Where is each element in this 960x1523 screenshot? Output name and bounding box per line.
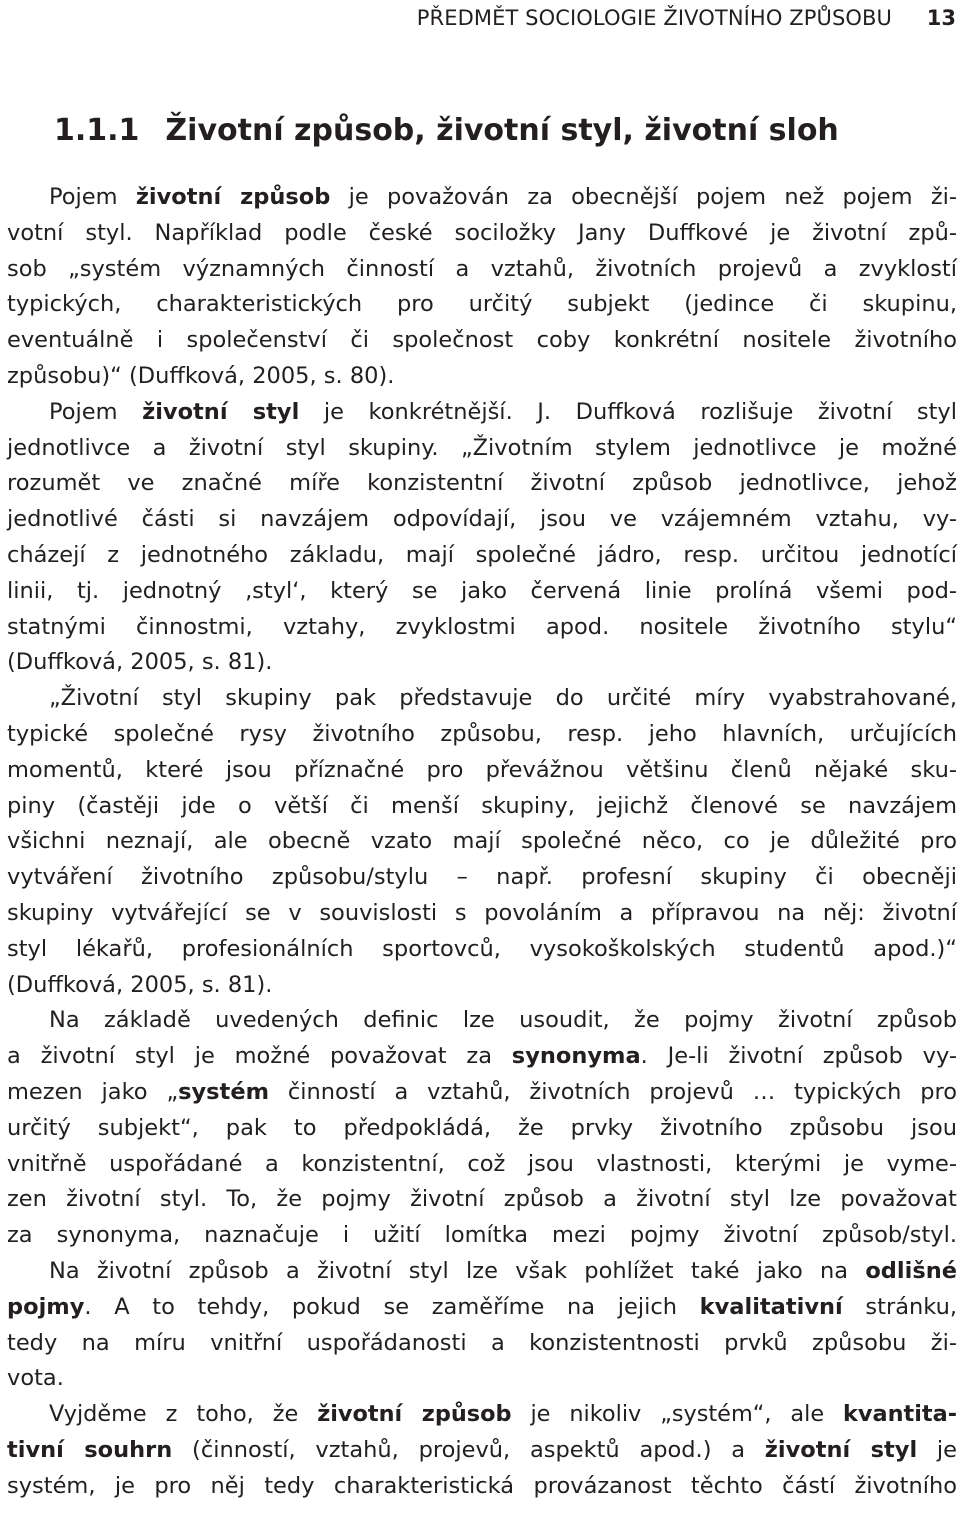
- text-line: rozumět ve značné míře konzistentní životní způsob jednotlivce, jehož: [7, 470, 957, 497]
- text-line: Vyjděme z toho, že životní způsob je nikoliv „systém“, ale kvantita-: [49, 1401, 957, 1428]
- text-line: momentů, které jsou příznačné pro převážnou většinu členů nějaké sku-: [7, 756, 957, 783]
- text-line: tedy na míru vnitřní uspořádanosti a konzistentnosti prvků způsobu ži-: [7, 1329, 957, 1356]
- text-line: Na základě uvedených definic lze usoudit, že pojmy životní způsob: [49, 1007, 957, 1034]
- text-line: Na životní způsob a životní styl lze však pohlížet také jako na odlišné: [49, 1257, 957, 1284]
- text-line: vota.: [7, 1365, 64, 1392]
- text-line: Pojem životní způsob je považován za obecnější pojem než pojem ži-: [49, 184, 957, 210]
- text-line: votní styl. Například podle české sociložky Jany Duffkové je životní způ-: [7, 219, 957, 246]
- text-line: typických, charakteristických pro určitý subjekt (jedince či skupinu,: [7, 291, 957, 318]
- text-line: způsobu)“ (Duffková, 2005, s. 80).: [7, 362, 395, 389]
- running-title: PŘEDMĚT SOCIOLOGIE ŽIVOTNÍHO ZPŮSOBU: [416, 6, 892, 30]
- text-line: určitý subjekt“, pak to předpokládá, že prvky životního způsobu jsou: [7, 1114, 957, 1141]
- text-line: styl lékařů, profesionálních sportovců, vysokoškolských studentů apod.)“: [7, 935, 957, 962]
- text-line: tivní souhrn (činností, vztahů, projevů, aspektů apod.) a životní styl je: [7, 1436, 957, 1463]
- text-line: piny (častěji jde o větší či menší skupiny, jejichž členové se navzájem: [7, 792, 957, 819]
- text-line: „Životní styl skupiny pak představuje do určité míry vyabstrahované,: [49, 685, 957, 712]
- text-line: a životní styl je možné považovat za synonyma. Je-li životní způsob vy-: [7, 1043, 957, 1070]
- section-heading: [54, 110, 839, 152]
- text-line: cházejí z jednotného základu, mají společné jádro, resp. určitou jednotící: [7, 541, 957, 568]
- text-line: vytváření životního způsobu/stylu – např. profesní skupiny či obecněji: [7, 864, 957, 891]
- section-title: Životní způsob, životní styl, životní sloh: [165, 113, 839, 148]
- section-number: 1.1.1: [54, 113, 140, 148]
- text-line: mezen jako „systém činností a vztahů, životních projevů … typických pro: [7, 1078, 957, 1105]
- text-line: pojmy. A to tehdy, pokud se zaměříme na jejich kvalitativní stránku,: [7, 1293, 957, 1320]
- text-line: linii, tj. jednotný ‚styl‘, který se jako červená linie prolíná všemi pod-: [7, 577, 957, 604]
- text-line: za synonyma, naznačuje i užití lomítka mezi pojmy životní způsob/styl.: [7, 1222, 957, 1249]
- text-line: jednotlivce a životní styl skupiny. „Životním stylem jednotlivce je možné: [7, 434, 957, 461]
- text-line: sob „systém významných činností a vztahů, životních projevů a zvyklostí: [7, 255, 957, 282]
- text-line: jednotlivé části si navzájem odpovídají, jsou ve vzájemném vztahu, vy-: [7, 506, 957, 533]
- text-line: (Duffková, 2005, s. 81).: [7, 971, 273, 998]
- text-line: Pojem životní styl je konkrétnější. J. Duffková rozlišuje životní styl: [49, 398, 957, 425]
- text-line: zen životní styl. To, že pojmy životní způsob a životní styl lze považovat: [7, 1186, 957, 1213]
- text-line: typické společné rysy životního způsobu, resp. jeho hlavních, určujících: [7, 720, 957, 747]
- body-text: [7, 180, 957, 1504]
- text-line: eventuálně i společenství či společnost coby konkrétní nositele životního: [7, 327, 957, 354]
- page-number: 13: [926, 6, 956, 30]
- text-line: systém, je pro něj tedy charakteristická provázanost těchto částí životního: [7, 1472, 957, 1499]
- text-line: (Duffková, 2005, s. 81).: [7, 649, 273, 676]
- text-line: skupiny vytvářející se v souvislosti s povoláním a přípravou na něj: životní: [7, 899, 957, 926]
- running-header: [0, 4, 960, 34]
- text-line: statnými činnostmi, vztahy, zvyklostmi apod. nositele životního stylu“: [7, 613, 957, 640]
- text-line: všichni neznají, ale obecně vzato mají společné něco, co je důležité pro: [7, 828, 957, 855]
- text-line: vnitřně uspořádané a konzistentní, což jsou vlastnosti, kterými je vyme-: [7, 1150, 957, 1177]
